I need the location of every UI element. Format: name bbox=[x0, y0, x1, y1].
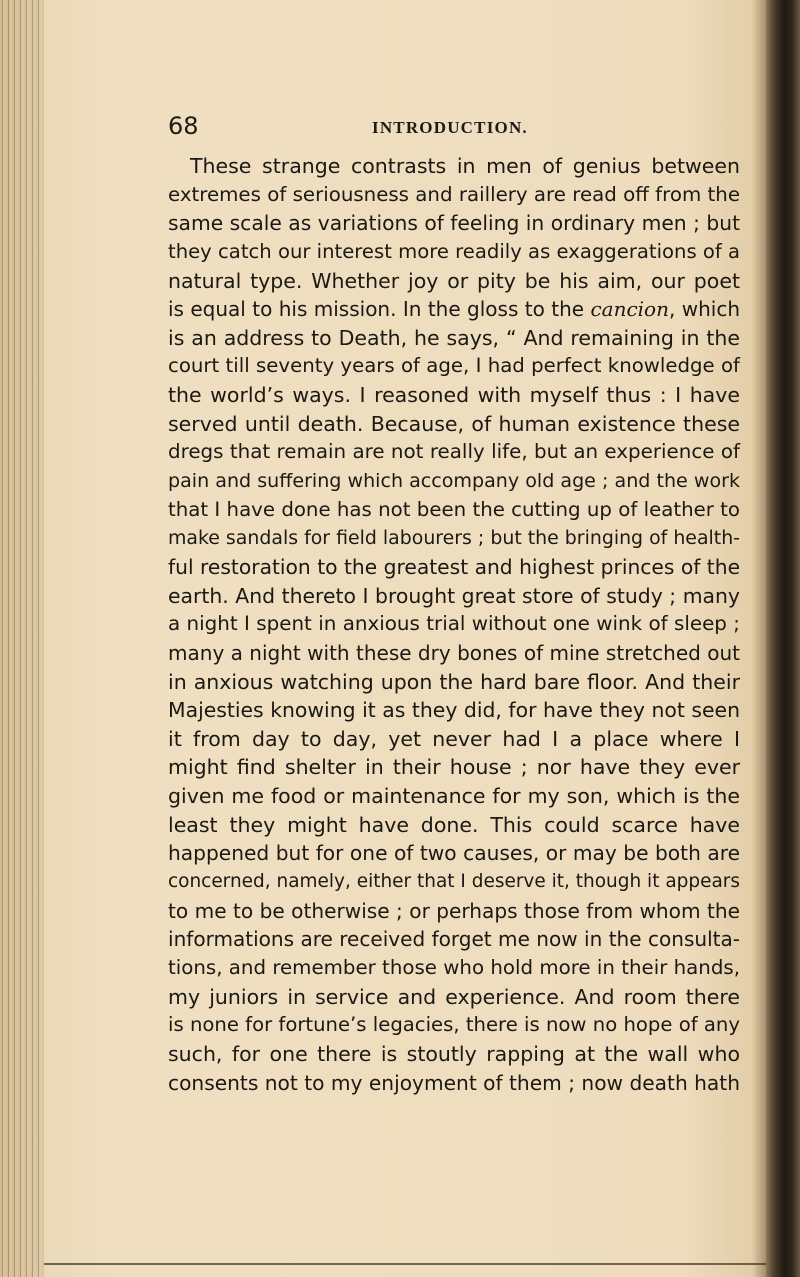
text-line: dregs that remain are not really life, but an experience of bbox=[168, 440, 740, 464]
page-edge-left bbox=[0, 0, 44, 1277]
text-line: might find shelter in their house ; nor have they ever bbox=[168, 755, 740, 780]
text-line: court till seventy years of age, I had perfect knowledge of bbox=[168, 354, 740, 378]
text-line: make sandals for field labourers ; but the bringing of health- bbox=[168, 527, 740, 550]
text-line: consents not to my enjoyment of them ; now death hath bbox=[168, 1070, 740, 1095]
text-line: same scale as variations of feeling in ordinary men ; but bbox=[168, 211, 741, 236]
italic-word: cancion bbox=[590, 297, 669, 322]
text-line: served until death. Because, of human existence these bbox=[168, 411, 740, 436]
text-line: Majesties knowing it as they did, for have they not seen bbox=[168, 698, 740, 723]
text-line: natural type. Whether joy or pity be his aim, our poet bbox=[168, 268, 740, 293]
text-line: tions, and remember those who hold more in their hands, bbox=[168, 955, 740, 979]
text-line: it from day to day, yet never had I a place where I bbox=[168, 726, 740, 751]
text-line: pain and suffering which accompany old age ; and the work bbox=[168, 470, 740, 493]
text-line: my juniors in service and experience. And room there bbox=[168, 984, 740, 1009]
text-line: concerned, namely, either that I deserve it, though it appears bbox=[168, 871, 740, 893]
text-line: such, for one there is stoutly rapping at the wall who bbox=[168, 1041, 740, 1066]
text-line-part: is equal to his mission. In the gloss to the bbox=[168, 297, 591, 322]
text-line: is an address to Death, he says, “ And remaining in the bbox=[168, 325, 740, 350]
text-line: earth. And thereto I brought great store of study ; many bbox=[168, 583, 740, 608]
text-line: informations are received forget me now in the consulta- bbox=[168, 927, 740, 952]
text-line: a night I spent in anxious trial without one wink of sleep ; bbox=[168, 612, 740, 636]
text-line: they catch our interest more readily as exaggerations of a bbox=[168, 239, 741, 263]
page-number: 68 bbox=[168, 112, 199, 140]
running-head: INTRODUCTION. bbox=[372, 118, 528, 137]
book-binding-right bbox=[766, 0, 800, 1277]
text-line: in anxious watching upon the hard bare floor. And their bbox=[168, 669, 740, 694]
text-line: ful restoration to the greatest and highest princes of the bbox=[168, 554, 741, 579]
text-line: extremes of seriousness and raillery are read off from the bbox=[168, 182, 740, 206]
text-line: that I have done has not been the cutting up of leather to bbox=[168, 497, 740, 521]
text-line-part: , which bbox=[668, 297, 740, 322]
body-text bbox=[168, 152, 740, 1097]
text-line: happened but for one of two causes, or may be both are bbox=[168, 841, 740, 866]
text-line: is none for fortune’s legacies, there is now no hope of any bbox=[168, 1013, 740, 1037]
text-line: to me to be otherwise ; or perhaps those from whom the bbox=[168, 898, 740, 923]
text-line bbox=[168, 295, 740, 324]
text-line: many a night with these dry bones of mine stretched out bbox=[168, 640, 740, 665]
text-line: given me food or maintenance for my son, which is the bbox=[168, 784, 740, 809]
text-line: These strange contrasts in men of genius between bbox=[190, 154, 740, 178]
page-bottom-rule bbox=[44, 1263, 766, 1265]
page-header bbox=[168, 112, 728, 142]
text-line: the world’s ways. I reasoned with myself thus : I have bbox=[168, 383, 740, 408]
text-line: least they might have done. This could scarce have bbox=[168, 812, 740, 837]
